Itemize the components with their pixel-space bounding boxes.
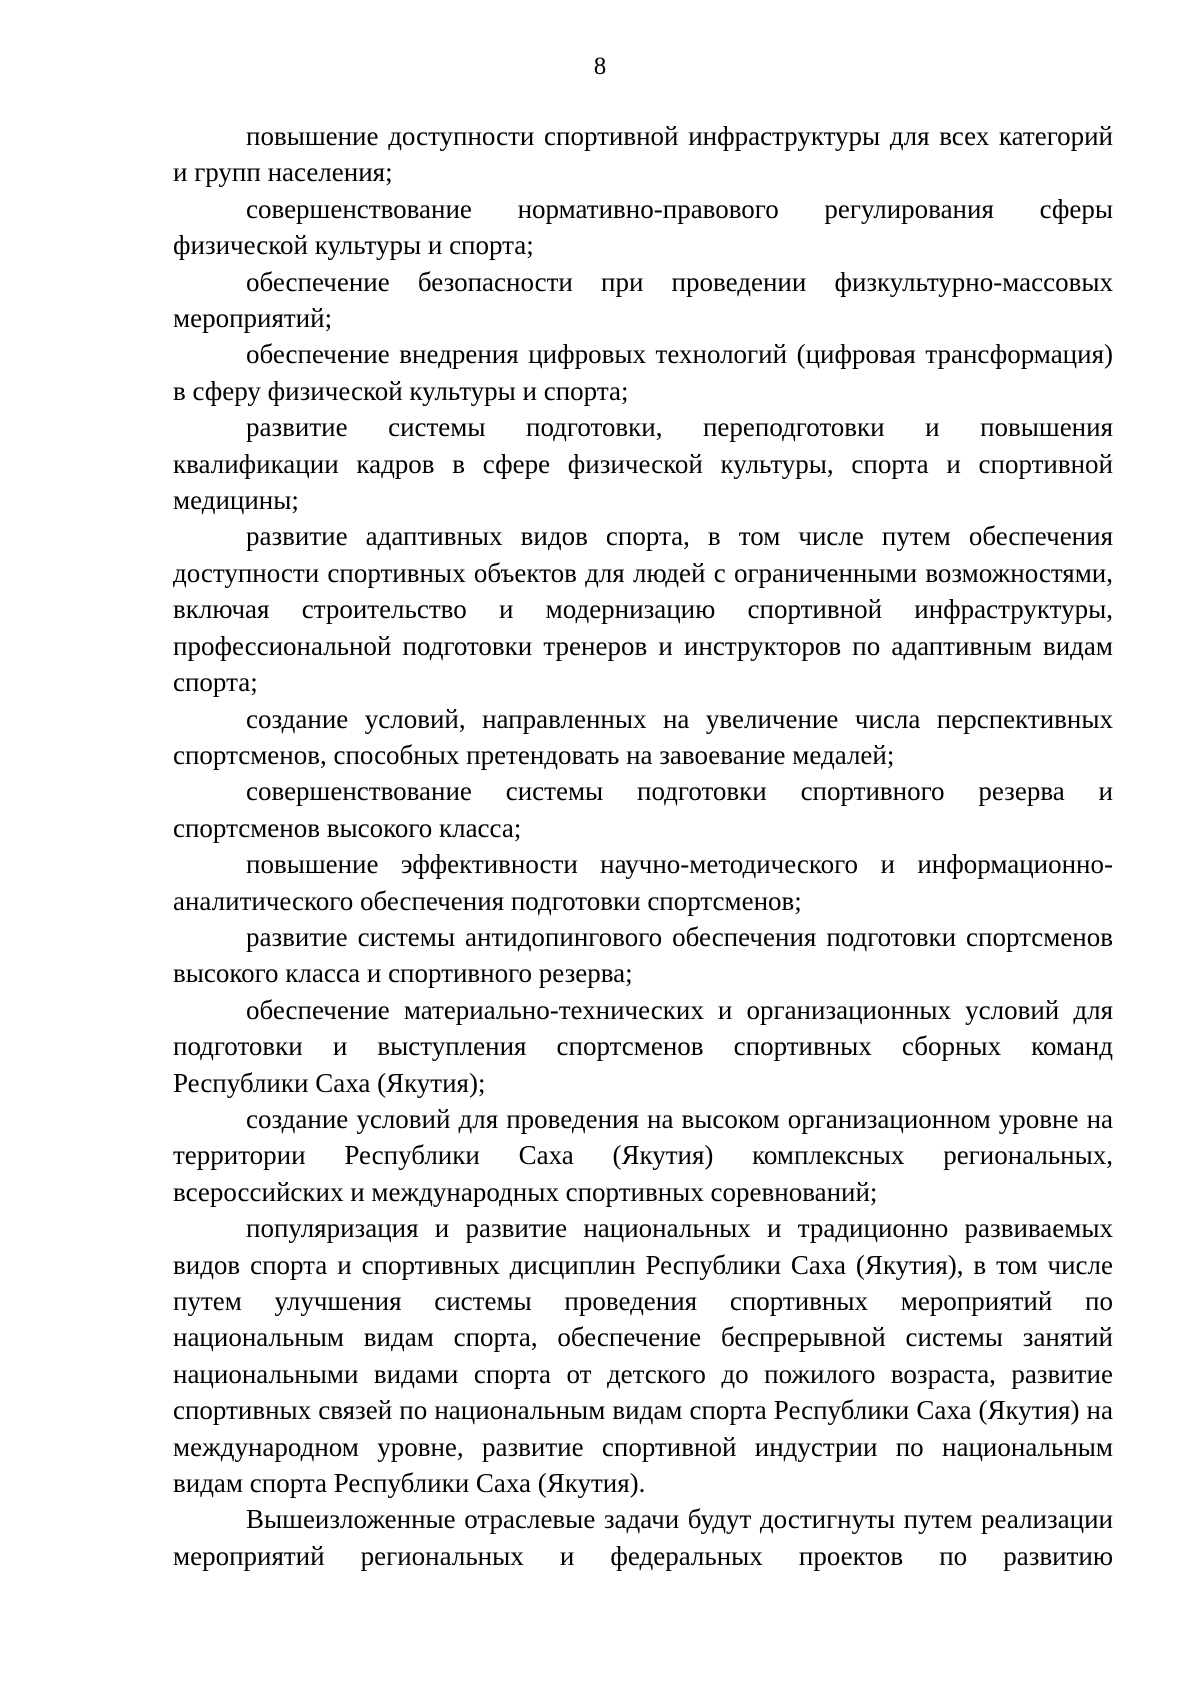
paragraph-11: обеспечение материально-технических и организационных условий для подготовки и выступления спортсменов спортивных сборных команд Республики Саха (Якутия); [173,994,1113,1098]
paragraph-1: повышение доступности спортивной инфраструктуры для всех категорий и групп населения; [173,121,1113,188]
paragraph-13: популяризация и развитие национальных и традиционно развиваемых видов спорта и спортивных дисциплин Республики Саха (Якутия), в том числе путем улучшения системы проведения спортивных мероприятий по национальным видам спорта, обеспечение беспрерывной системы занятий национальными видами спорта от детского до пожилого возраста, развитие спортивных связей по национальным видам спорта Республики Саха (Якутия) на международном уровне, развитие спортивной индустрии по национальным видам спорта Республики Саха (Якутия). [173,1213,1113,1499]
paragraph-4: обеспечение внедрения цифровых технологий (цифровая трансформация) в сферу физической культуры и спорта; [173,339,1113,406]
paragraph-9: повышение эффективности научно-методического и информационно-аналитического обеспечения подготовки спортсменов; [173,849,1113,916]
paragraph-5: развитие системы подготовки, переподготовки и повышения квалификации кадров в сфере физической культуры, спорта и спортивной медицины; [173,412,1113,516]
paragraph-3: обеспечение безопасности при проведении физкультурно-массовых мероприятий; [173,266,1113,334]
paragraph-12: создание условий для проведения на высоком организационном уровне на территории Республики Саха (Якутия) комплексных региональных, всероссийских и международных спортивных соревнований; [173,1103,1113,1207]
paragraph-6: развитие адаптивных видов спорта, в том числе путем обеспечения доступности спортивных объектов для людей с ограниченными возможностями, включая строительство и модернизацию спортивной инфраструктуры, профессиональной подготовки тренеров и инструкторов по адаптивным видам спорта; [173,521,1113,698]
paragraph-2: совершенствование нормативно-правового регулирования сферы физической культуры и спорта; [173,193,1113,261]
paragraph-7: создание условий, направленных на увеличение числа перспективных спортсменов, способных претендовать на завоевание медалей; [173,703,1113,770]
paragraph-14: Вышеизложенные отраслевые задачи будут достигнуты путем реализации мероприятий региональных и федеральных проектов по развитию [173,1504,1113,1571]
paragraph-8: совершенствование системы подготовки спортивного резерва и спортсменов высокого класса; [173,776,1113,843]
document-body [173,118,1113,1574]
paragraph-10: развитие системы антидопингового обеспечения подготовки спортсменов высокого класса и спортивного резерва; [173,921,1113,989]
page-number: 8 [593,53,607,80]
